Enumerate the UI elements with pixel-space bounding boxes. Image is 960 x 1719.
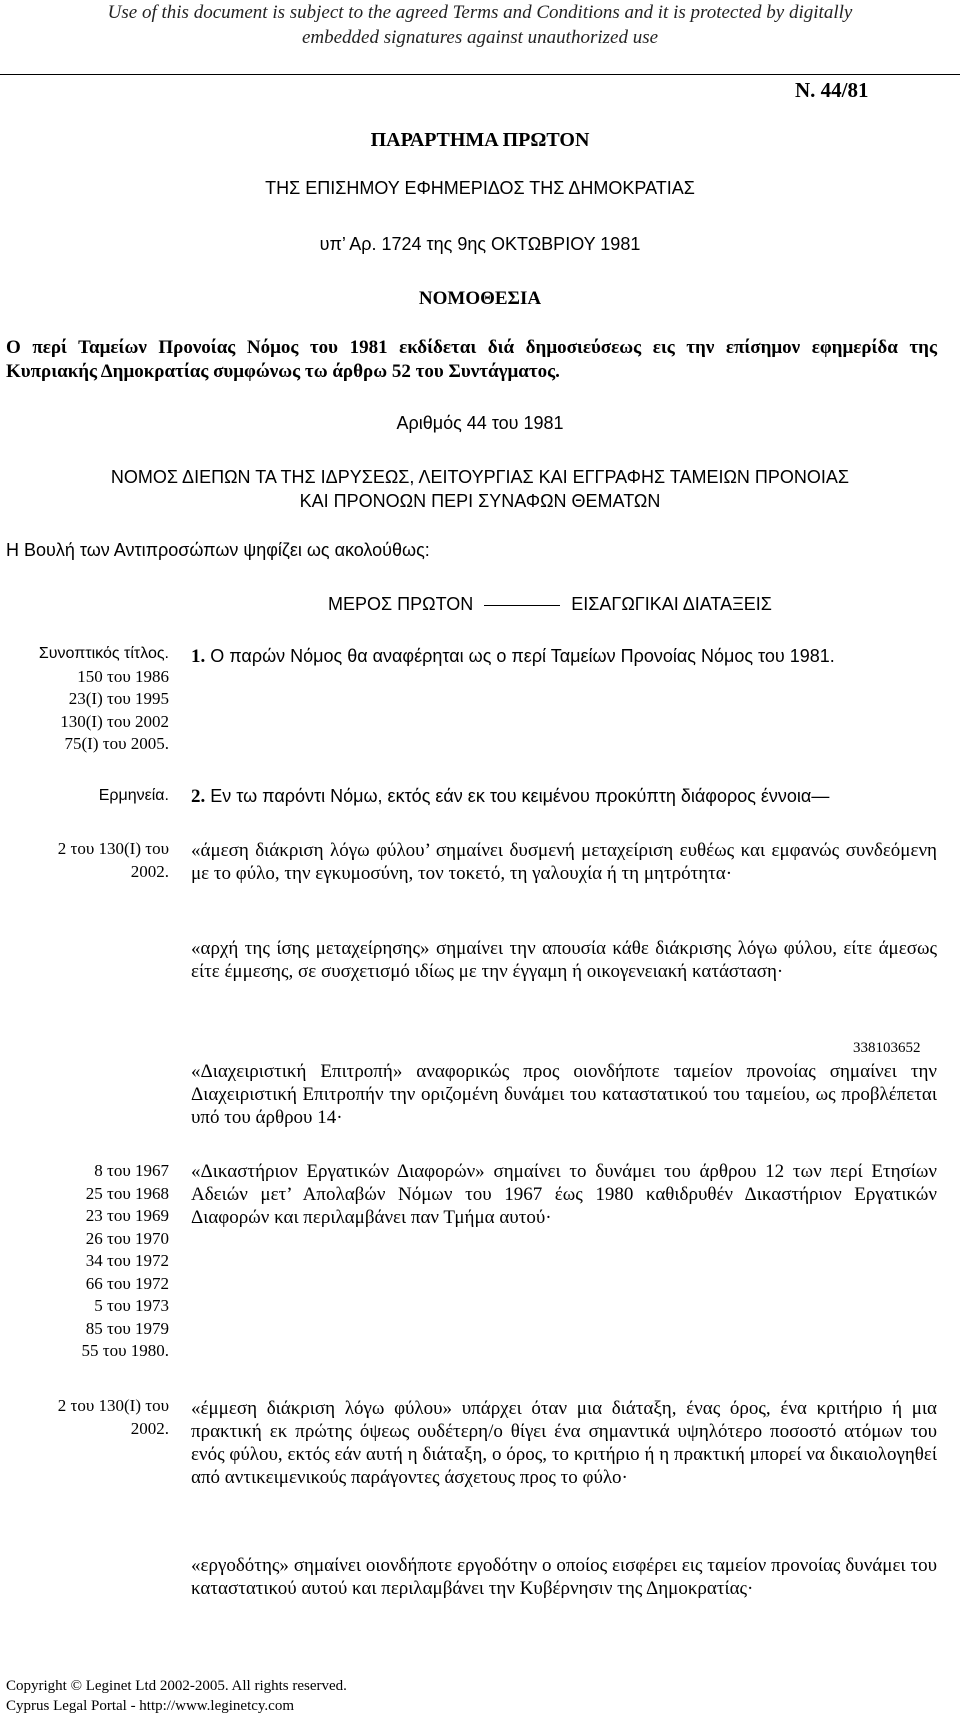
definition-direct-discrimination: «άμεση διάκριση λόγω φύλου’ σημαίνει δυσμενή μεταχείριση ευθέως και εμφανώς συνδεόμενη με το φύλο, την εγκυμοσύνη, τον τοκετό, τη γαλουχία ή τη μητρότητα· <box>191 840 937 884</box>
law-number-line: Αριθμός 44 του 1981 <box>396 413 564 433</box>
section-2 <box>191 786 829 808</box>
enacting-clause: Η Βουλή των Αντιπροσώπων ψηφίζει ως ακολούθως: <box>6 540 430 560</box>
margin-short-title <box>10 643 169 756</box>
margin-ref: 26 του 1970 <box>85 1228 169 1248</box>
law-title-line-1: ΝΟΜΟΣ ΔΙΕΠΩΝ ΤΑ ΤΗΣ ΙΔΡΥΣΕΩΣ, ΛΕΙΤΟΥΡΓΙΑΣ ΚΑΙ ΕΓΓΡΑΦΗΣ ΤΑΜΕΙΩΝ ΠΡΟΝΟΙΑΣ <box>110 467 850 487</box>
margin-ref: 2002. <box>130 861 169 881</box>
margin-ref: 2002. <box>130 1418 169 1438</box>
law-number: N. 44/81 <box>795 78 869 102</box>
part-heading <box>328 594 772 615</box>
part-heading-right: ΕΙΣΑΓΩΓΙΚΑΙ ΔΙΑΤΑΞΕΙΣ <box>571 594 772 614</box>
intro-paragraph: Ο περί Ταμείων Προνοίας Νόμος του 1981 εκδίδεται διά δημοσιεύσεως εις την επίσημον εφημερίδα της Κυπριακής Δημοκρατίας συμφώνως τω άρθρω 52 του Συντάγματος. <box>6 337 937 382</box>
annex-title: ΠΑΡΑΡΤΗΜΑ ΠΡΩΤΟΝ <box>370 129 590 151</box>
definition-indirect-discrimination: «έμμεση διάκριση λόγω φύλου» υπάρχει όταν μια διάταξη, ένας όρος, ένα κριτήριο ή μια πρακτική εκ πρώτης όψεως ουδέτερη/ο θίγει ένα σημαντικά υψηλότερο ποσοστό ατόμων του ενός φύλου, εκτός εάν αυτή η διάταξη, ο όρος, το κριτήριο ή η πρακτική μπορεί να δικαιολογηθεί από αντικειμενικούς παράγοντες άσχετους προς το φύλο· <box>191 1398 937 1488</box>
usage-notice <box>0 0 960 50</box>
usage-notice-line-2: embedded signatures against unauthorized use <box>301 27 659 48</box>
definition-management-committee: «Διαχειριστική Επιτροπή» αναφορικώς προς οιονδήποτε ταμείον προνοίας σημαίνει την Διαχειριστική Επιτροπήν την οριζομένη δυνάμει του καταστατικού του ταμείου, ως προβλέπεται υπό του άρθρου 14· <box>191 1061 937 1128</box>
margin-ref: 150 του 1986 <box>77 666 169 686</box>
section-2-number: 2. <box>191 786 206 807</box>
definition-labour-court: «Δικαστήριον Εργατικών Διαφορών» σημαίνει το δυνάμει του άρθρου 12 των περί Ετησίων Αδειών μετ’ Απολαβών Νόμων του 1967 έως 1980 καθιδρυθέν Δικαστήριον Εργατικών Διαφορών και περιλαμβάνει παν Τμήμα αυτού· <box>191 1161 937 1228</box>
margin-ref: 34 του 1972 <box>85 1251 169 1270</box>
margin-ref: 25 του 1968 <box>85 1183 169 1203</box>
section-1-text: Ο παρών Νόμος θα αναφέρηται ως ο περί Ταμείων Προνοίας Νόμος του 1981. <box>210 646 835 666</box>
margin-ref: 23(Ι) του 1995 <box>68 689 169 708</box>
margin-ref: 55 του 1980. <box>81 1341 169 1360</box>
legislation-heading: ΝΟΜΟΘΕΣΙΑ <box>418 288 542 309</box>
margin-short-title-label: Συνοπτικός τίτλος. <box>38 645 169 662</box>
margin-refs-1967 <box>10 1160 169 1363</box>
part-heading-left: ΜΕΡΟΣ ΠΡΩΤΟΝ <box>328 594 474 614</box>
law-title <box>0 465 960 513</box>
margin-ref: 130(Ι) του 2002 <box>60 711 169 731</box>
definition-equal-treatment: «αρχή της ίσης μεταχείρησης» σημαίνει την απουσία κάθε διάκρισης λόγω φύλου, είτε άμεσως είτε έμμεσης, σε συσχετισμό ιδίως με την έγγαμη ή οικογενειακή κατάσταση· <box>191 938 937 982</box>
definition-employer: «εργοδότης» σημαίνει οιονδήποτε εργοδότην ο οποίος εισφέρει εις ταμείον προνοίας δυνάμει του καταστατικού αυτού και περιλαμβάνει την Κυβέρνησιν της Δημοκρατίας· <box>191 1555 937 1599</box>
margin-ref: 75(Ι) του 2005. <box>64 734 169 753</box>
part-heading-dash <box>484 605 560 606</box>
margin-ref: 5 του 1973 <box>94 1296 169 1315</box>
gazette-title: ΤΗΣ ΕΠΙΣΗΜΟΥ ΕΦΗΜΕΡΙΔΟΣ ΤΗΣ ΔΗΜΟΚΡΑΤΙΑΣ <box>265 178 695 198</box>
margin-ref: 8 του 1967 <box>94 1161 169 1180</box>
section-2-text: Εν τω παρόντι Νόμω, εκτός εάν εκ του κειμένου προκύπτη διάφορος έννοια— <box>210 786 830 806</box>
margin-ref: 66 του 1972 <box>85 1273 169 1293</box>
issue-line: υπ’ Αρ. 1724 της 9ης ΟΚΤΩΒΡΙΟΥ 1981 <box>319 234 641 254</box>
section-1-number: 1. <box>191 646 206 667</box>
margin-ref: 2 του 130(Ι) του <box>57 839 169 858</box>
margin-ref: 2 του 130(Ι) του <box>57 1396 169 1415</box>
footer-copyright: Copyright © Leginet Ltd 2002-2005. All rights reserved. <box>6 1678 347 1694</box>
document-code: 338103652 <box>853 1040 921 1056</box>
footer <box>6 1676 347 1716</box>
footer-portal: Cyprus Legal Portal - http://www.leginetcy.com <box>6 1698 294 1714</box>
usage-notice-line-1: Use of this document is subject to the agreed Terms and Conditions and it is protected by digitally <box>107 2 853 23</box>
header-divider <box>0 74 960 75</box>
margin-ref: 23 του 1969 <box>85 1206 169 1225</box>
law-title-line-2: ΚΑΙ ΠΡΟΝΟΩΝ ΠΕΡΙ ΣΥΝΑΦΩΝ ΘΕΜΑΤΩΝ <box>299 491 661 511</box>
section-1 <box>191 646 835 668</box>
margin-interpretation: Ερμηνεία. <box>98 787 169 804</box>
margin-ref: 85 του 1979 <box>85 1318 169 1338</box>
margin-ref-b <box>10 1395 169 1440</box>
margin-ref-a <box>10 838 169 883</box>
